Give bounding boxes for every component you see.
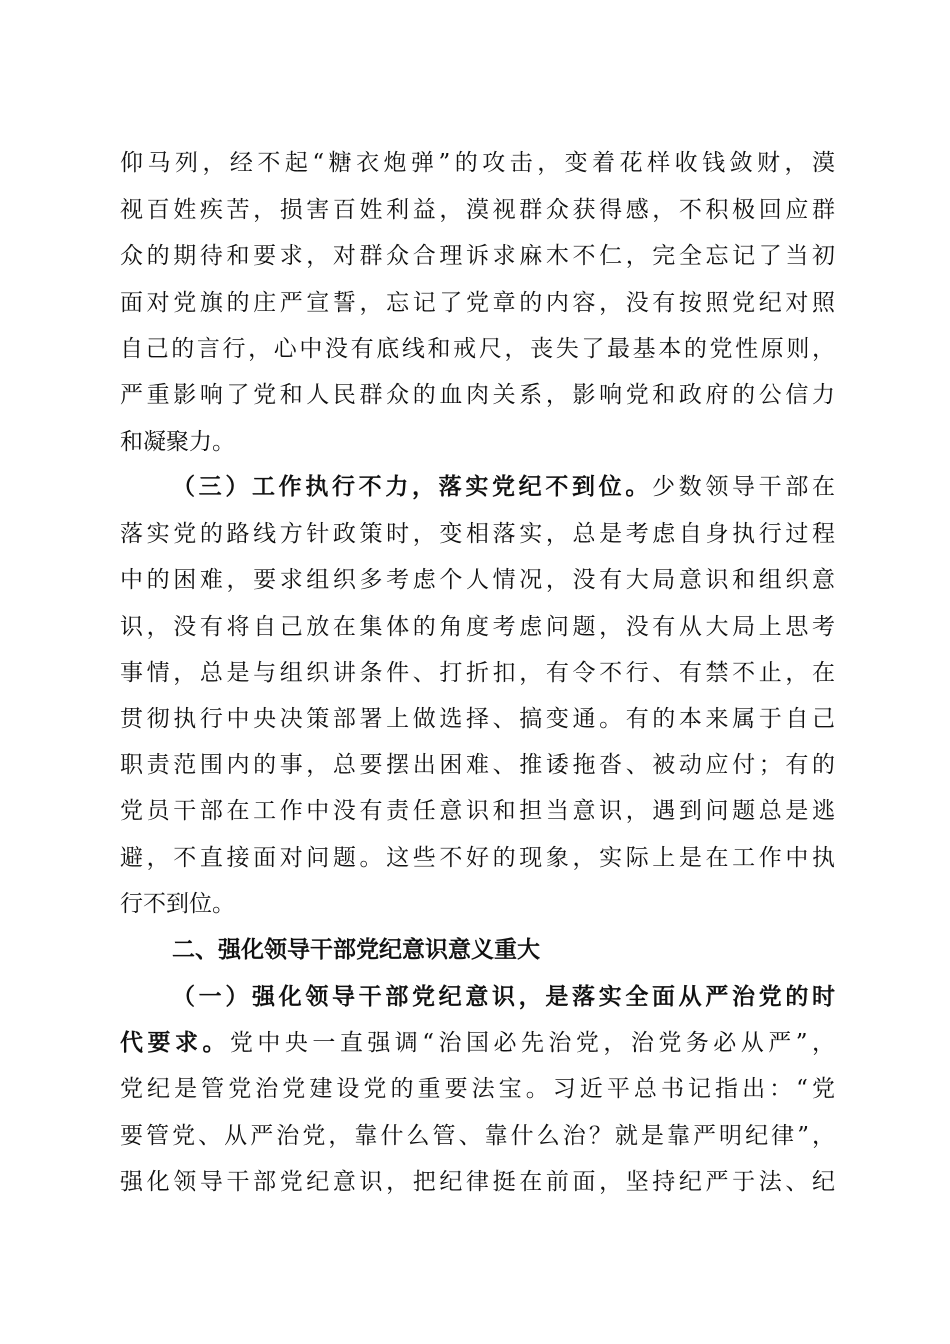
paragraph-first-line [172, 467, 835, 507]
paragraph-first-line [172, 977, 835, 1017]
paragraph-text: 党中央一直强调“治国必先治党，治党务必从严”， [229, 1030, 835, 1056]
paragraph-line: 识，没有将自己放在集体的角度考虑问题，没有从大局上思考 [120, 614, 835, 640]
paragraph-line: 视百姓疾苦，损害百姓利益，漠视群众获得感，不积极回应群 [120, 197, 835, 223]
paragraph-line [120, 1023, 835, 1063]
paragraph-line: 党纪是管党治党建设党的重要法宝。习近平总书记指出：“党 [120, 1076, 835, 1102]
paragraph-lead-rest: 少数领导干部在 [652, 474, 836, 500]
paragraph-line: 党员干部在工作中没有责任意识和担当意识，遇到问题总是逃 [120, 798, 835, 824]
paragraph-line: 和凝聚力。 [120, 429, 235, 455]
paragraph-lead-bold: （三）工作执行不力，落实党纪不到位。 [172, 474, 652, 500]
paragraph-lead-bold-continued: 代要求。 [120, 1030, 230, 1056]
paragraph-line: 行不到位。 [120, 891, 235, 917]
section-heading: 二、强化领导干部党纪意识意义重大 [172, 937, 540, 963]
paragraph-line: 众的期待和要求，对群众合理诉求麻木不仁，完全忘记了当初 [120, 243, 835, 269]
paragraph-line: 中的困难，要求组织多考虑个人情况，没有大局意识和组织意 [120, 567, 835, 593]
paragraph-line: 事情，总是与组织讲条件、打折扣，有令不行、有禁不止，在 [120, 660, 835, 686]
paragraph-line: 严重影响了党和人民群众的血肉关系，影响党和政府的公信力 [120, 382, 835, 408]
paragraph-line: 职责范围内的事，总要摆出困难、推诿拖沓、被动应付；有的 [120, 752, 835, 778]
paragraph-line: 自己的言行，心中没有底线和戒尺，丧失了最基本的党性原则， [120, 336, 835, 362]
paragraph-line: 强化领导干部党纪意识，把纪律挺在前面，坚持纪严于法、纪 [120, 1169, 835, 1195]
paragraph-line: 避，不直接面对问题。这些不好的现象，实际上是在工作中执 [120, 845, 835, 871]
paragraph-line: 要管党、从严治党，靠什么管、靠什么治？就是靠严明纪律”， [120, 1123, 835, 1149]
paragraph-line: 贯彻执行中央决策部署上做选择、搞变通。有的本来属于自己 [120, 706, 835, 732]
paragraph-line: 面对党旗的庄严宣誓，忘记了党章的内容，没有按照党纪对照 [120, 290, 835, 316]
paragraph-lead-bold: （一）强化领导干部党纪意识，是落实全面从严治党的时 [172, 984, 835, 1010]
paragraph-line: 仰马列，经不起“糖衣炮弹”的攻击，变着花样收钱敛财，漠 [120, 150, 835, 176]
paragraph-line: 落实党的路线方针政策时，变相落实，总是考虑自身执行过程 [120, 521, 835, 547]
